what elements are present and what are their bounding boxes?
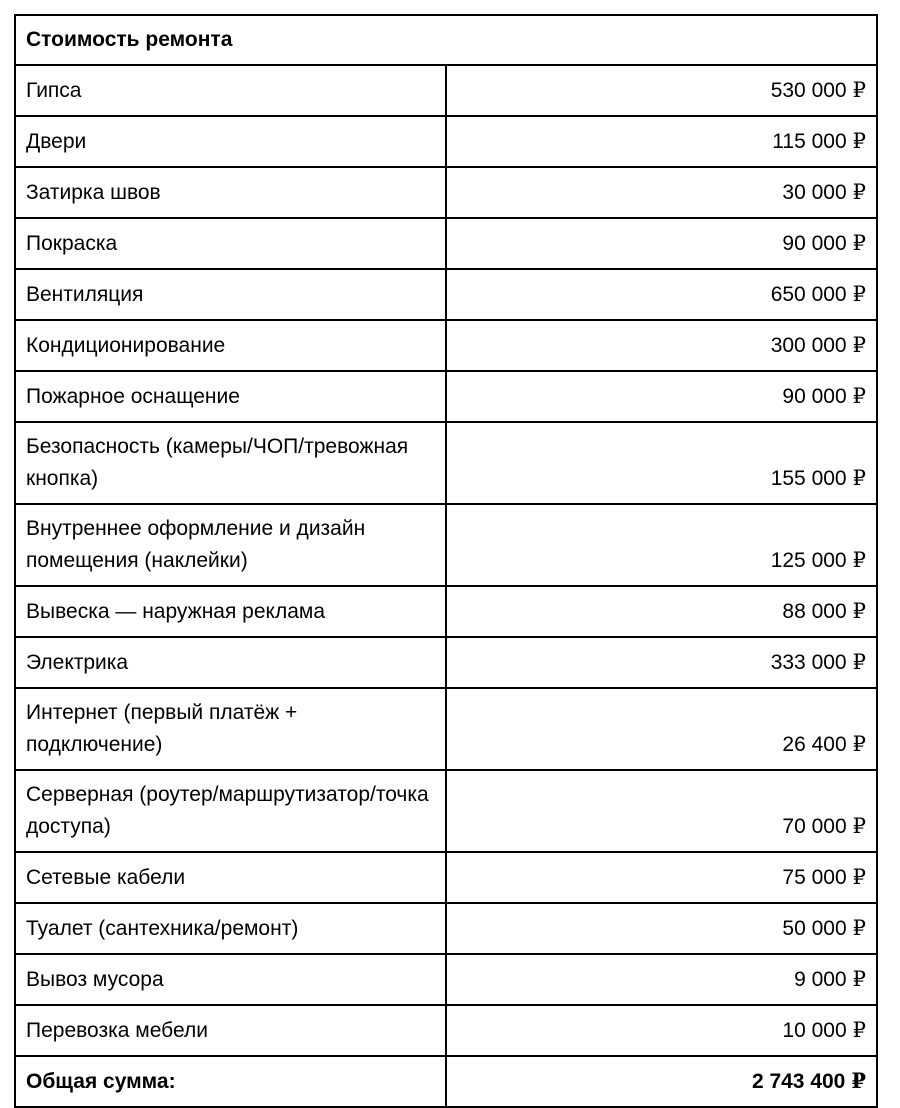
ruble-sign: ₽ [852, 814, 866, 838]
cost-item-amount-value: 70 000 [782, 815, 847, 838]
table-row [15, 954, 877, 1005]
cost-item-amount [446, 770, 877, 852]
cost-item-label: Кондиционирование [15, 320, 446, 371]
table-row [15, 504, 877, 586]
cost-item-label: Внутреннее оформление и дизайн помещения (наклейки) [15, 504, 446, 586]
ruble-sign: ₽ [852, 333, 866, 357]
cost-item-amount [446, 637, 877, 688]
cost-item-amount [446, 269, 877, 320]
cost-item-label: Безопасность (камеры/ЧОП/тревожная кнопка) [15, 422, 446, 504]
cost-item-label: Интернет (первый платёж + подключение) [15, 688, 446, 770]
table-row [15, 903, 877, 954]
table-row [15, 586, 877, 637]
cost-item-label: Пожарное оснащение [15, 371, 446, 422]
ruble-sign: ₽ [851, 1069, 866, 1093]
ruble-sign: ₽ [852, 180, 866, 204]
ruble-sign: ₽ [852, 282, 866, 306]
ruble-sign: ₽ [852, 732, 866, 756]
cost-item-amount-value: 90 000 [782, 232, 847, 255]
ruble-sign: ₽ [852, 384, 866, 408]
cost-item-amount-value: 50 000 [782, 917, 847, 940]
cost-item-amount [446, 954, 877, 1005]
table-row [15, 637, 877, 688]
table-row [15, 167, 877, 218]
cost-item-amount [446, 320, 877, 371]
cost-item-amount [446, 504, 877, 586]
cost-item-amount-value: 9 000 [794, 968, 847, 991]
table-row [15, 422, 877, 504]
cost-item-label: Затирка швов [15, 167, 446, 218]
cost-item-amount [446, 65, 877, 116]
cost-item-label: Покраска [15, 218, 446, 269]
cost-item-label: Вывеска — наружная реклама [15, 586, 446, 637]
cost-item-label: Двери [15, 116, 446, 167]
cost-item-amount [446, 371, 877, 422]
cost-item-amount [446, 167, 877, 218]
ruble-sign: ₽ [852, 231, 866, 255]
cost-item-amount-value: 300 000 [770, 334, 847, 357]
ruble-sign: ₽ [852, 916, 866, 940]
table-row [15, 218, 877, 269]
table-row [15, 65, 877, 116]
table-row [15, 1005, 877, 1056]
cost-item-label: Вентиляция [15, 269, 446, 320]
total-label: Общая сумма: [15, 1056, 446, 1107]
cost-item-amount [446, 1005, 877, 1056]
table-row [15, 269, 877, 320]
cost-item-label: Сетевые кабели [15, 852, 446, 903]
cost-item-label: Вывоз мусора [15, 954, 446, 1005]
cost-item-amount [446, 688, 877, 770]
ruble-sign: ₽ [852, 548, 866, 572]
ruble-sign: ₽ [852, 78, 866, 102]
table-title: Стоимость ремонта [15, 15, 877, 65]
cost-item-label: Электрика [15, 637, 446, 688]
cost-item-amount-value: 155 000 [770, 467, 847, 490]
cost-item-amount-value: 650 000 [770, 283, 847, 306]
ruble-sign: ₽ [852, 967, 866, 991]
cost-item-label: Серверная (роутер/маршрутизатор/точка доступа) [15, 770, 446, 852]
ruble-sign: ₽ [852, 865, 866, 889]
table-row [15, 320, 877, 371]
cost-item-amount-value: 90 000 [782, 385, 847, 408]
cost-item-amount-value: 30 000 [782, 181, 847, 204]
cost-item-label: Туалет (сантехника/ремонт) [15, 903, 446, 954]
table-foot [15, 1056, 877, 1107]
cost-item-label: Гипса [15, 65, 446, 116]
ruble-sign: ₽ [852, 1018, 866, 1042]
ruble-sign: ₽ [852, 599, 866, 623]
table-row [15, 116, 877, 167]
cost-item-amount-value: 75 000 [782, 866, 847, 889]
total-row [15, 1056, 877, 1107]
cost-item-amount-value: 10 000 [782, 1019, 847, 1042]
cost-item-label: Перевозка мебели [15, 1005, 446, 1056]
cost-item-amount-value: 125 000 [770, 549, 847, 572]
total-amount-value: 2 743 400 [751, 1070, 846, 1093]
cost-item-amount [446, 903, 877, 954]
repair-cost-table [14, 14, 878, 1108]
cost-item-amount [446, 116, 877, 167]
ruble-sign: ₽ [852, 650, 866, 674]
cost-item-amount [446, 586, 877, 637]
ruble-sign: ₽ [852, 466, 866, 490]
cost-item-amount-value: 115 000 [772, 130, 847, 153]
cost-item-amount [446, 852, 877, 903]
table-body [15, 65, 877, 1056]
cost-item-amount-value: 88 000 [782, 600, 847, 623]
cost-item-amount-value: 26 400 [782, 733, 847, 756]
total-amount [446, 1056, 877, 1107]
table-row [15, 688, 877, 770]
ruble-sign: ₽ [852, 129, 866, 153]
table-row [15, 770, 877, 852]
cost-item-amount-value: 530 000 [770, 79, 847, 102]
table-title-row [15, 15, 877, 65]
table-row [15, 852, 877, 903]
cost-item-amount [446, 422, 877, 504]
cost-item-amount [446, 218, 877, 269]
cost-item-amount-value: 333 000 [770, 651, 847, 674]
table-head [15, 15, 877, 65]
table-row [15, 371, 877, 422]
